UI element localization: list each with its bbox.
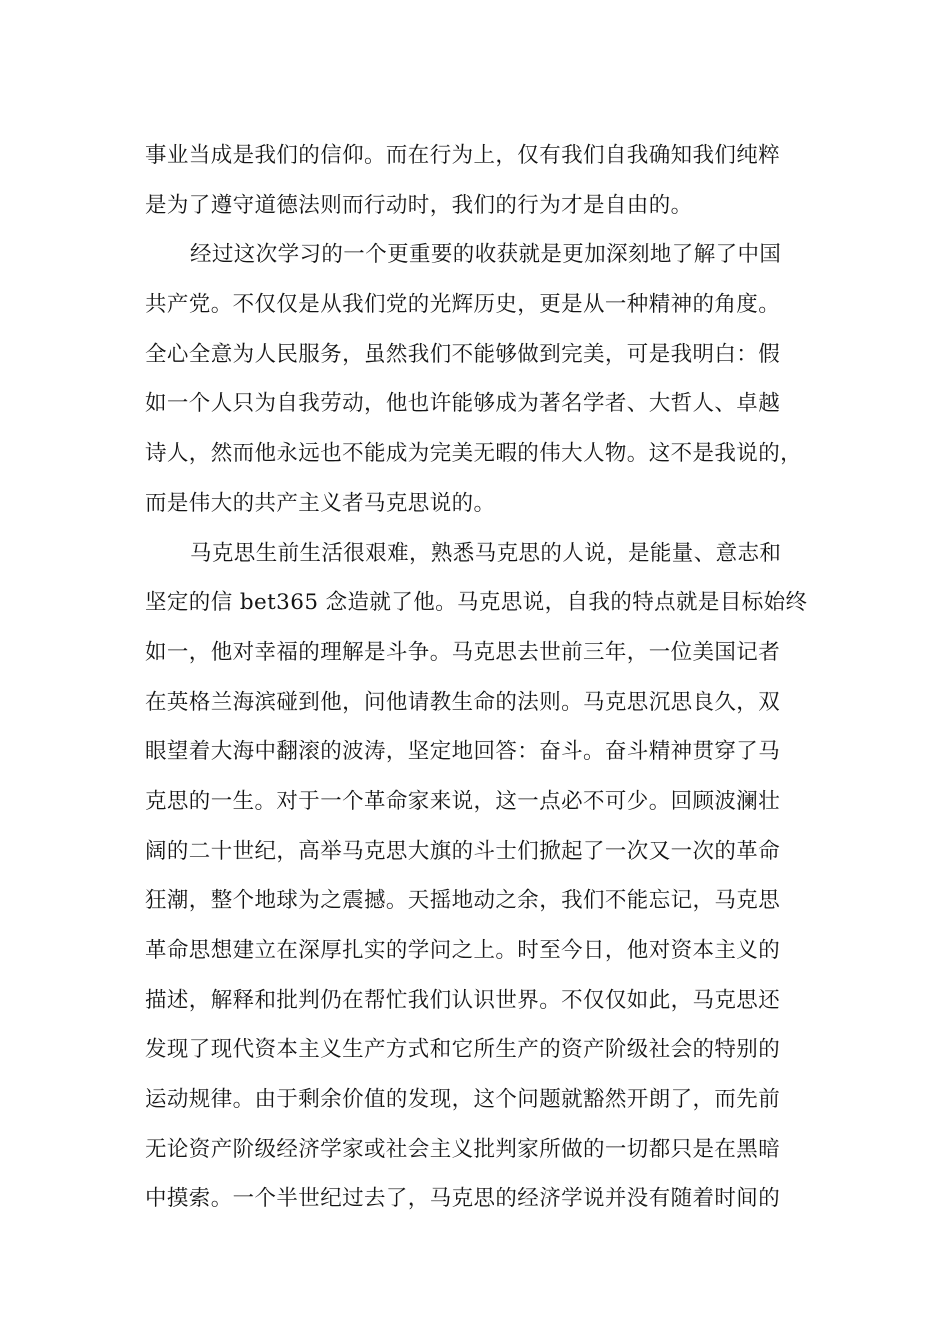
document-body <box>145 131 825 1224</box>
paragraph-line: 眼望着大海中翻滚的波涛，坚定地回答：奋斗。奋斗精神贯穿了马 <box>145 739 781 765</box>
paragraph-line: 经过这次学习的一个更重要的收获就是更加深刻地了解了中国 <box>190 242 782 268</box>
paragraph-line: 狂潮，整个地球为之震撼。天摇地动之余，我们不能忘记，马克思 <box>145 888 781 914</box>
paragraph-2 <box>145 230 825 528</box>
paragraph-line: 运动规律。由于剩余价值的发现，这个问题就豁然开朗了，而先前 <box>145 1087 781 1113</box>
paragraph-line: 中摸索。一个半世纪过去了，马克思的经济学说并没有随着时间的 <box>145 1186 781 1212</box>
paragraph-1 <box>145 131 825 230</box>
paragraph-line: 描述，解释和批判仍在帮忙我们认识世界。不仅仅如此，马克思还 <box>145 987 781 1013</box>
paragraph-line: 事业当成是我们的信仰。而在行为上，仅有我们自我确知我们纯粹 <box>145 143 781 168</box>
paragraph-line: 共产党。不仅仅是从我们党的光辉历史，更是从一种精神的角度。 <box>145 292 781 318</box>
paragraph-line: 发现了现代资本主义生产方式和它所生产的资产阶级社会的特别的 <box>145 1037 781 1063</box>
paragraph-line: 如一，他对幸福的理解是斗争。马克思去世前三年，一位美国记者 <box>145 639 781 665</box>
paragraph-line: 阔的二十世纪，高举马克思大旗的斗士们掀起了一次又一次的革命 <box>145 838 781 864</box>
paragraph-3 <box>145 529 825 1225</box>
paragraph-line: 是为了遵守道德法则而行动时，我们的行为才是自由的。 <box>145 192 693 218</box>
paragraph-line: 革命思想建立在深厚扎实的学问之上。时至今日，他对资本主义的 <box>145 938 781 963</box>
paragraph-line: 全心全意为人民服务，虽然我们不能够做到完美，可是我明白：假 <box>145 341 781 367</box>
paragraph-line: 马克思生前生活很艰难，熟悉马克思的人说，是能量、意志和 <box>190 540 782 566</box>
paragraph-line: 坚定的信 bet365 念造就了他。马克思说，自我的特点就是目标始终 <box>145 590 808 616</box>
paragraph-line: 如一个人只为自我劳动，他也许能够成为著名学者、大哲人、卓越 <box>145 391 781 417</box>
paragraph-line: 诗人，然而他永远也不能成为完美无暇的伟大人物。这不是我说的， <box>145 441 803 467</box>
paragraph-line: 而是伟大的共产主义者马克思说的。 <box>145 490 496 516</box>
paragraph-line: 克思的一生。对于一个革命家来说，这一点必不可少。回顾波澜壮 <box>145 788 781 814</box>
paragraph-line: 无论资产阶级经济学家或社会主义批判家所做的一切都只是在黑暗 <box>145 1136 781 1162</box>
paragraph-line: 在英格兰海滨碰到他，问他请教生命的法则。马克思沉思良久，双 <box>145 689 781 715</box>
